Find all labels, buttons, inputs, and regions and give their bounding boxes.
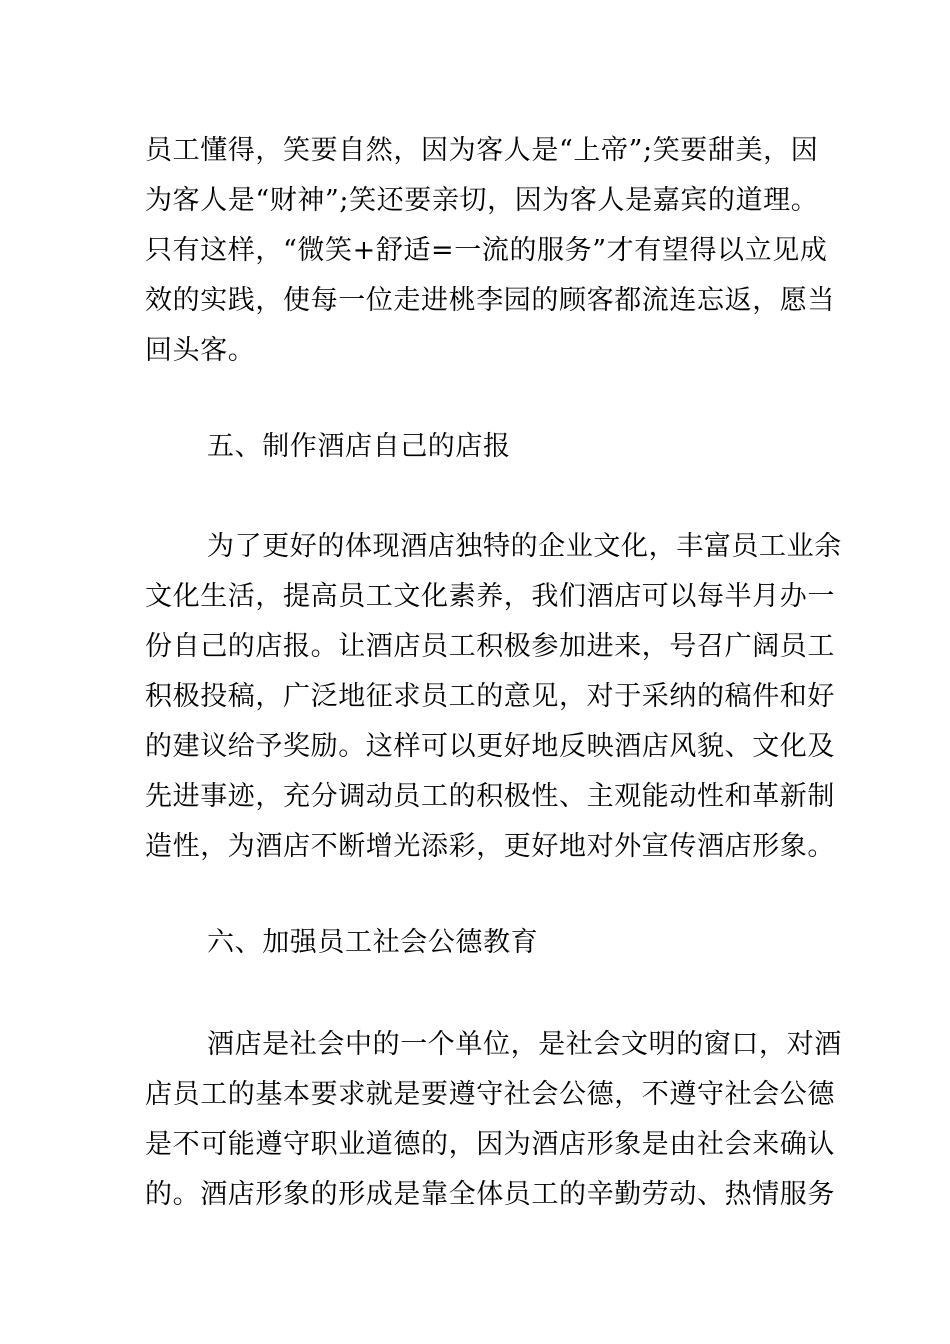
paragraph-2 — [145, 522, 842, 872]
section-heading-6 — [145, 918, 815, 968]
paragraph-3 — [145, 1020, 842, 1220]
paragraph-line: 是不可能遵守职业道德的，因为酒店形象是由社会来确认 — [145, 1129, 835, 1160]
paragraph-line: 只有这样，“微笑+舒适=一流的服务”才有望得以立见成 — [145, 235, 828, 266]
paragraph-line: 回头客。 — [145, 335, 256, 366]
paragraph-line: 为了更好的体现酒店独特的企业文化，丰富员工业余 — [207, 531, 842, 562]
paragraph-line: 积极投稿，广泛地征求员工的意见，对于采纳的稿件和好 — [145, 681, 835, 712]
paragraph-line: 的。酒店形象的形成是靠全体员工的辛勤劳动、热情服务 — [145, 1179, 835, 1210]
paragraph-line: 的建议给予奖励。这样可以更好地反映酒店风貌、文化及 — [145, 731, 835, 762]
paragraph-line: 店员工的基本要求就是要遵守社会公德，不遵守社会公德 — [145, 1079, 835, 1110]
paragraph-line: 份自己的店报。让酒店员工积极参加进来，号召广阔员工 — [145, 631, 835, 662]
paragraph-line: 先进事迹，充分调动员工的积极性、主观能动性和革新制 — [145, 781, 835, 812]
paragraph-line: 文化生活，提高员工文化素养，我们酒店可以每半月办一 — [145, 581, 835, 612]
paragraph-line: 酒店是社会中的一个单位，是社会文明的窗口，对酒 — [207, 1029, 842, 1060]
paragraph-line: 为客人是“财神”;笑还要亲切，因为客人是嘉宾的道理。 — [145, 185, 819, 216]
section-heading-text: 五、制作酒店自己的店报 — [207, 431, 511, 462]
paragraph-1 — [145, 126, 835, 376]
paragraph-line: 员工懂得，笑要自然，因为客人是“上帝”;笑要甜美，因 — [145, 135, 819, 166]
paragraph-line: 效的实践，使每一位走进桃李园的顾客都流连忘返，愿当 — [145, 285, 835, 316]
section-heading-5 — [145, 422, 815, 472]
paragraph-line: 造性，为酒店不断增光添彩，更好地对外宣传酒店形象。 — [145, 831, 835, 862]
section-heading-text: 六、加强员工社会公德教育 — [207, 927, 539, 958]
